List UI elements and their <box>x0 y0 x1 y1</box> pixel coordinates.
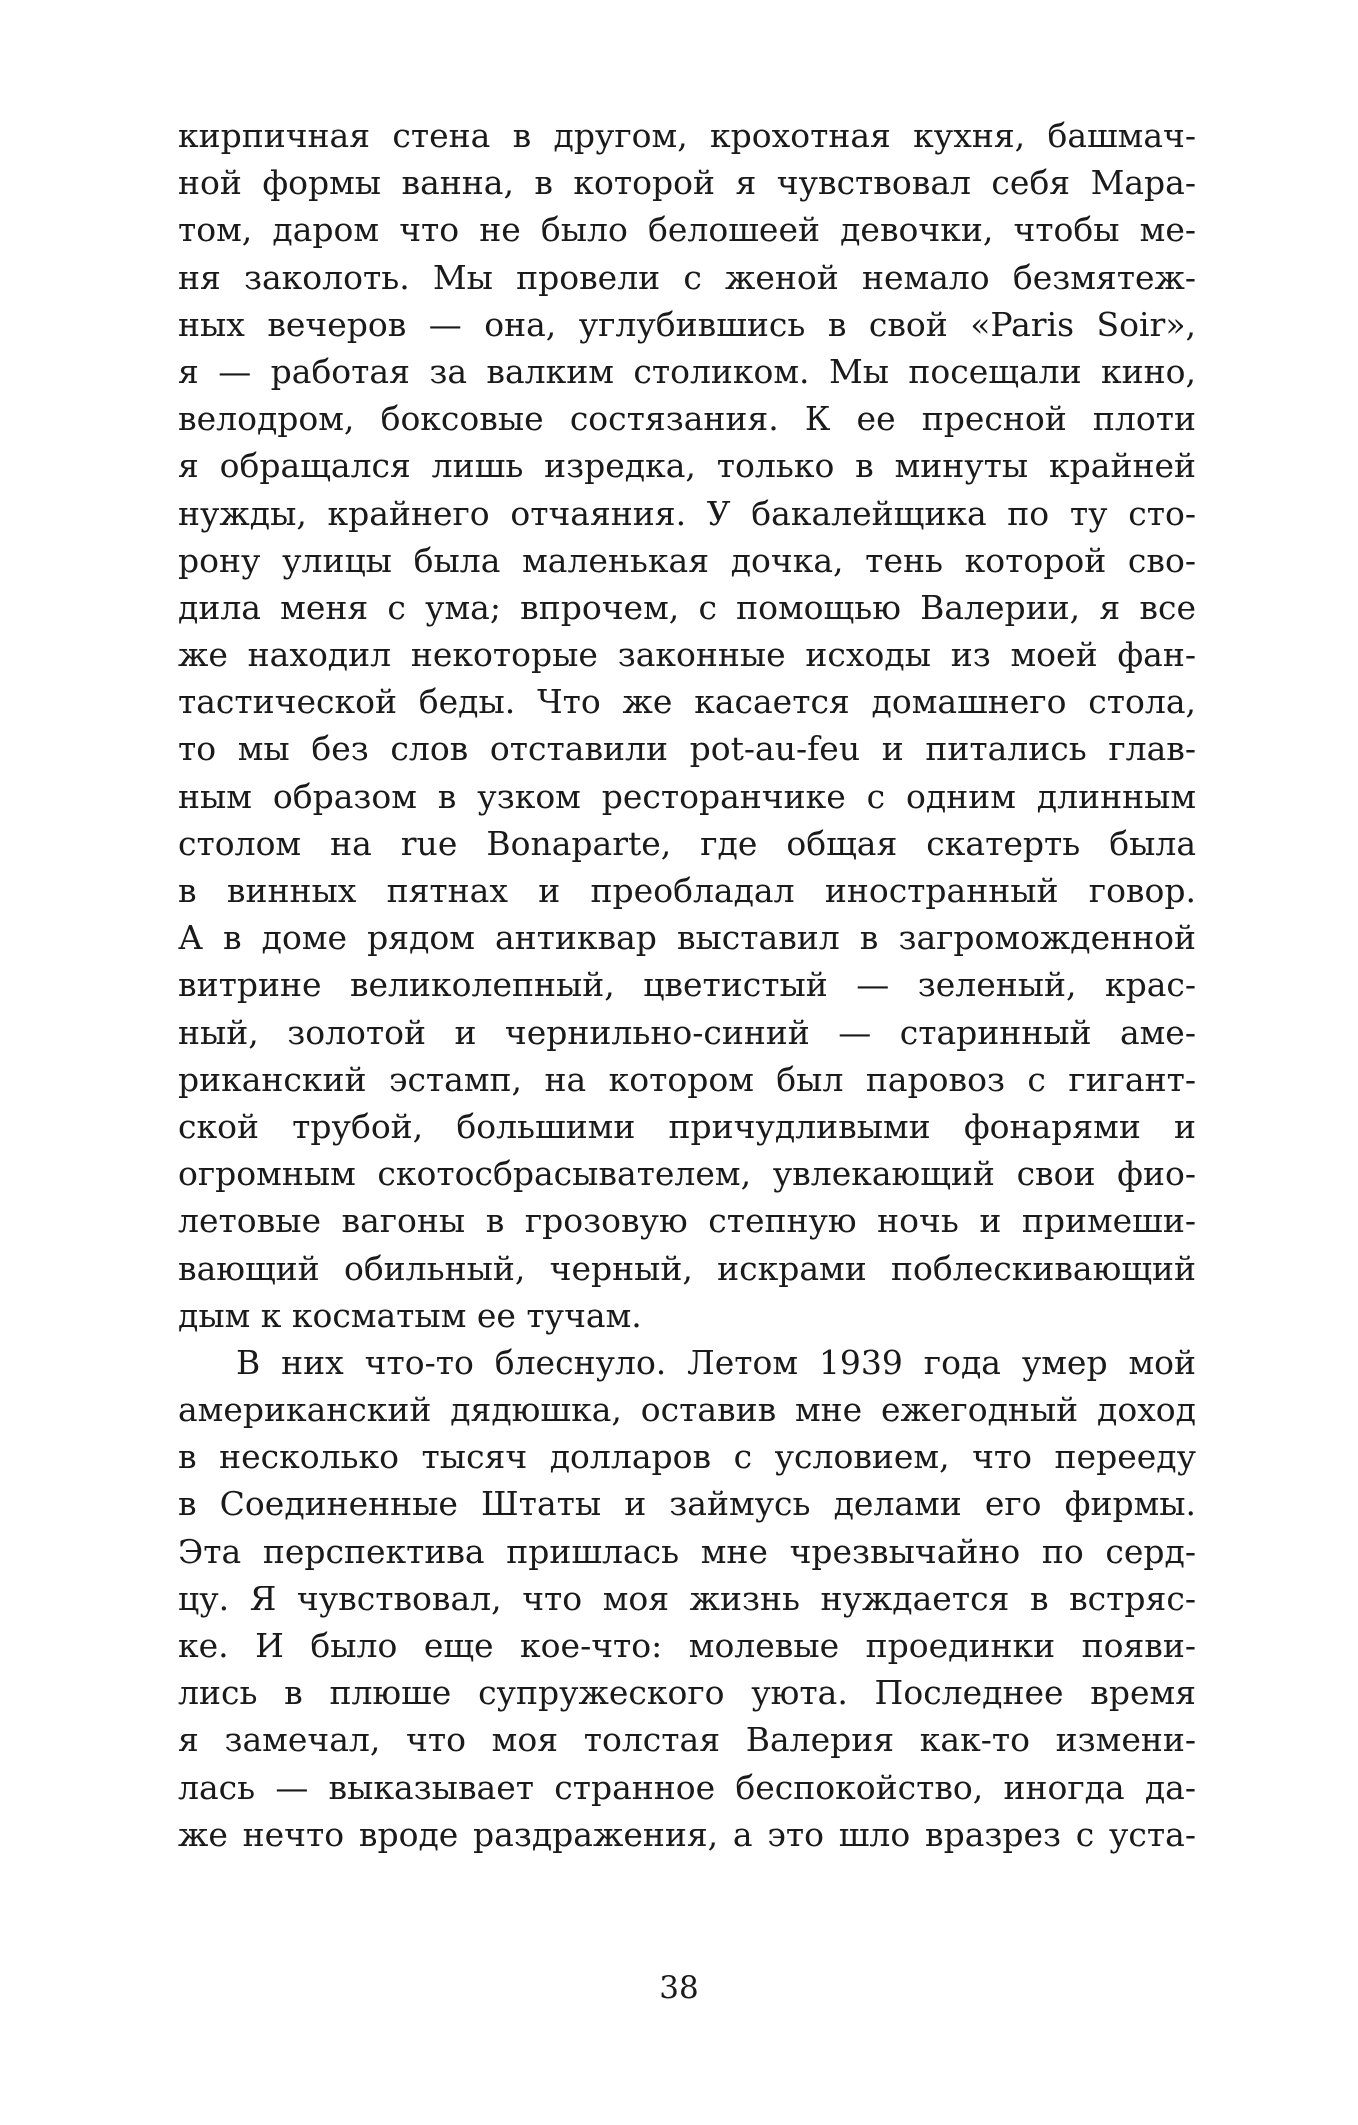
text-line: ных вечеров — она, углубившись в свой «Paris Soir», <box>178 304 1196 344</box>
text-line: ской трубой, большими причудливыми фонарями и <box>178 1106 1196 1146</box>
page-number: 38 <box>659 1970 699 2006</box>
text-line: же находил некоторые законные исходы из моей фан- <box>178 635 1196 675</box>
text-line: ным образом в узком ресторанчике с одним длинным <box>178 776 1196 816</box>
text-line: А в доме рядом антиквар выставил в загроможденной <box>178 918 1196 958</box>
text-line: в несколько тысяч долларов с условием, что перееду <box>178 1437 1196 1477</box>
text-line: велодром, боксовые состязания. К ее пресной плоти <box>178 399 1196 439</box>
text-line: тастической беды. Что же касается домашнего стола, <box>178 682 1196 722</box>
text-line: вающий обильный, черный, искрами поблескивающий <box>178 1248 1196 1288</box>
text-line: то мы без слов отставили pot-au-feu и питались глав- <box>178 729 1196 769</box>
text-line: огромным скотосбрасывателем, увлекающий свои фио- <box>178 1154 1196 1194</box>
text-line: дила меня с ума; впрочем, с помощью Валерии, я все <box>178 587 1196 627</box>
paragraph <box>178 1339 1196 1858</box>
text-line: дым к косматым ее тучам. <box>178 1295 642 1335</box>
text-line: ной формы ванна, в которой я чувствовал себя Мара- <box>178 163 1196 203</box>
text-line: кирпичная стена в другом, крохотная кухня, башмач- <box>178 116 1196 155</box>
text-line: ке. И было еще кое-что: молевые проединки появи- <box>178 1626 1196 1665</box>
body-text <box>178 112 1196 1858</box>
text-line: цу. Я чувствовал, что моя жизнь нуждается в встряс- <box>178 1578 1196 1618</box>
text-line: рону улицы была маленькая дочка, тень которой сво- <box>178 540 1196 580</box>
text-line: В них что-то блеснуло. Летом 1939 года умер мой <box>236 1342 1196 1382</box>
paragraph <box>178 112 1196 1339</box>
text-line: же нечто вроде раздражения, а это шло вразрез с уста- <box>178 1814 1196 1854</box>
text-line: в Соединенные Штаты и займусь делами его фирмы. <box>178 1484 1196 1524</box>
text-line: я обращался лишь изредка, только в минуты крайней <box>178 446 1196 486</box>
text-line: лась — выказывает странное беспокойство, иногда да- <box>178 1767 1196 1807</box>
text-line: я замечал, что моя толстая Валерия как-то измени- <box>178 1720 1196 1760</box>
text-line: ный, золотой и чернильно-синий — старинный аме- <box>178 1012 1196 1052</box>
text-line: том, даром что не было белошеей девочки, чтобы ме- <box>178 210 1196 250</box>
text-line: столом на rue Bonaparte, где общая скатерть была <box>178 823 1196 863</box>
text-line: Эта перспектива пришлась мне чрезвычайно по серд- <box>178 1531 1196 1571</box>
text-line: американский дядюшка, оставив мне ежегодный доход <box>178 1390 1196 1430</box>
text-line: риканский эстамп, на котором был паровоз с гигант- <box>178 1059 1196 1099</box>
text-line: я — работая за валким столиком. Мы посещали кино, <box>178 351 1196 391</box>
text-line: ня заколоть. Мы провели с женой немало безмятеж- <box>178 257 1196 297</box>
text-line: летовые вагоны в грозовую степную ночь и примеши- <box>178 1201 1196 1241</box>
text-line: лись в плюше супружеского уюта. Последнее время <box>178 1673 1196 1713</box>
text-line: витрине великолепный, цветистый — зеленый, крас- <box>178 965 1196 1005</box>
text-line: в винных пятнах и преобладал иностранный говор. <box>178 871 1196 910</box>
text-line: нужды, крайнего отчаяния. У бакалейщика по ту сто- <box>178 493 1196 533</box>
